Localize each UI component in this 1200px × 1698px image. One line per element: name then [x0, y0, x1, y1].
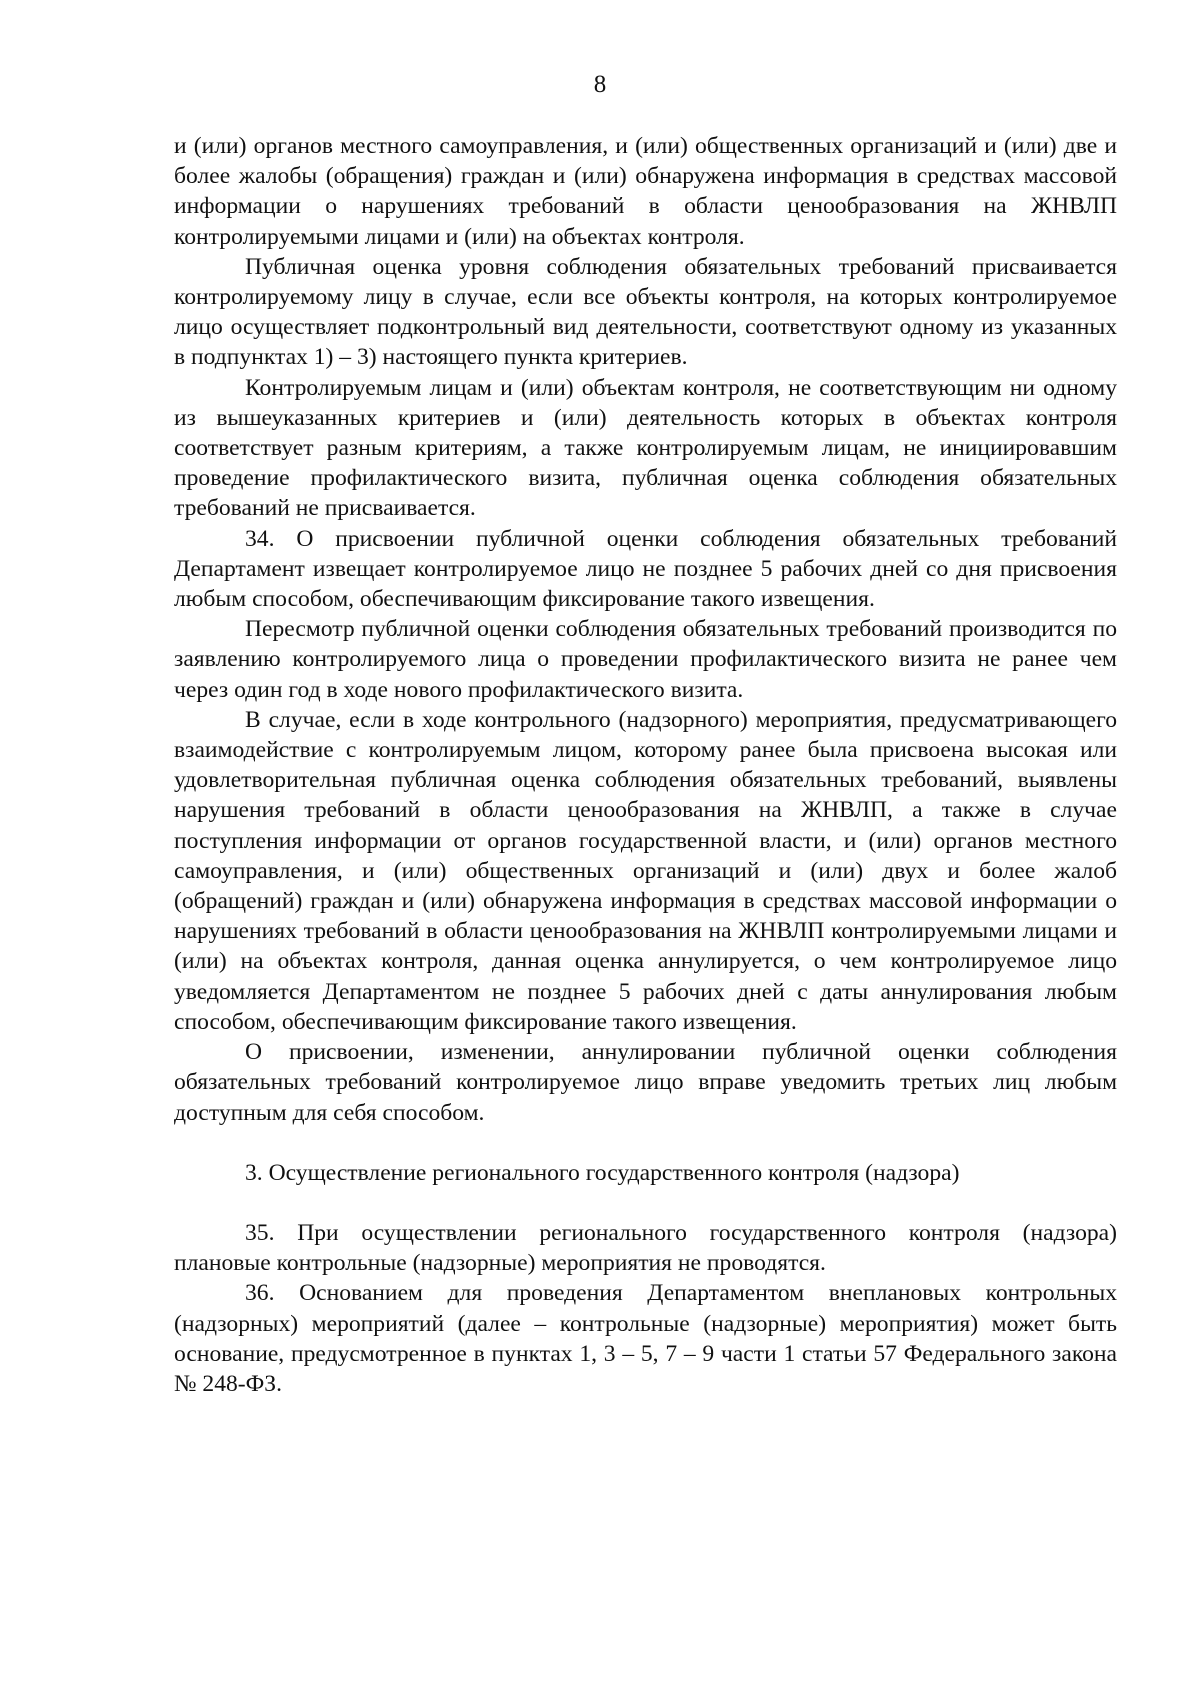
paragraph-not-assigned: Контролируемым лицам и (или) объектам контроля, не соответствующим ни одному из вышеуказанных критериев и (или) деятельность которых в объектах контроля соответствует разным критериям, а также контролируемым лицам, не инициировавшим проведение профилактического визита, публичная оценка соблюдения обязательных требований не присваивается. [174, 374, 1117, 522]
paragraph-continuation: и (или) органов местного самоуправления, и (или) общественных организаций и (или) две и более жалобы (обращения) граждан и (или) обнаружена информация в средствах массовой информации о нарушениях требований в области ценообразования на ЖНВЛП контролируемыми лицами и (или) на объектах контроля. [174, 133, 1117, 250]
paragraph-third-party-notice: О присвоении, изменении, аннулировании публичной оценки соблюдения обязательных требований контролируемое лицо вправе уведомить третьих лиц любым доступным для себя способом. [174, 1039, 1117, 1126]
section-heading: 3. Осуществление регионального государственного контроля (надзора) [245, 1159, 960, 1186]
paragraph-item-35: 35. При осуществлении регионального государственного контроля (надзора) плановые контрольные (надзорные) мероприятия не проводятся. [174, 1219, 1117, 1277]
paragraph-item-36: 36. Основанием для проведения Департаментом внеплановых контрольных (надзорных) мероприятий (далее – контрольные (надзорные) мероприятия) может быть основание, предусмотренное в пунктах 1, 3 – 5, 7 – 9 части 1 статьи 57 Федерального закона № 248-ФЗ. [174, 1280, 1117, 1397]
paragraph-public-rating: Публичная оценка уровня соблюдения обязательных требований присваивается контролируемому лицу в случае, если все объекты контроля, на которых контролируемое лицо осуществляет подконтрольный вид деятельности, соответствуют одному из указанных в подпунктах 1) – 3) настоящего пункта критериев. [174, 253, 1117, 371]
paragraph-item-34: 34. О присвоении публичной оценки соблюдения обязательных требований Департамент извещает контролируемое лицо не позднее 5 рабочих дней со дня присвоения любым способом, обеспечивающим фиксирование такого извещения. [174, 525, 1117, 613]
paragraph-revision: Пересмотр публичной оценки соблюдения обязательных требований производится по заявлению контролируемого лица о проведении профилактического визита не ранее чем через один год в ходе нового профилактического визита. [174, 616, 1117, 703]
document-body [174, 131, 1117, 1399]
page-number: 8 [593, 71, 607, 98]
paragraph-annulment: В случае, если в ходе контрольного (надзорного) мероприятия, предусматривающего взаимодействие с контролируемым лицом, которому ранее была присвоена высокая или удовлетворительная публичная оценка соблюдения обязательных требований, выявлены нарушения требований в области ценообразования на ЖНВЛП, а также в случае поступления информации от органов государственной власти, и (или) органов местного самоуправления, и (или) общественных организаций и (или) двух и более жалоб (обращений) граждан и (или) обнаружена информация в средствах массовой информации о нарушениях требований в области ценообразования на ЖНВЛП контролируемыми лицами и (или) на объектах контроля, данная оценка аннулируется, о чем контролируемое лицо уведомляется Департаментом не позднее 5 рабочих дней с даты аннулирования любым способом, обеспечивающим фиксирование такого извещения. [174, 706, 1117, 1035]
